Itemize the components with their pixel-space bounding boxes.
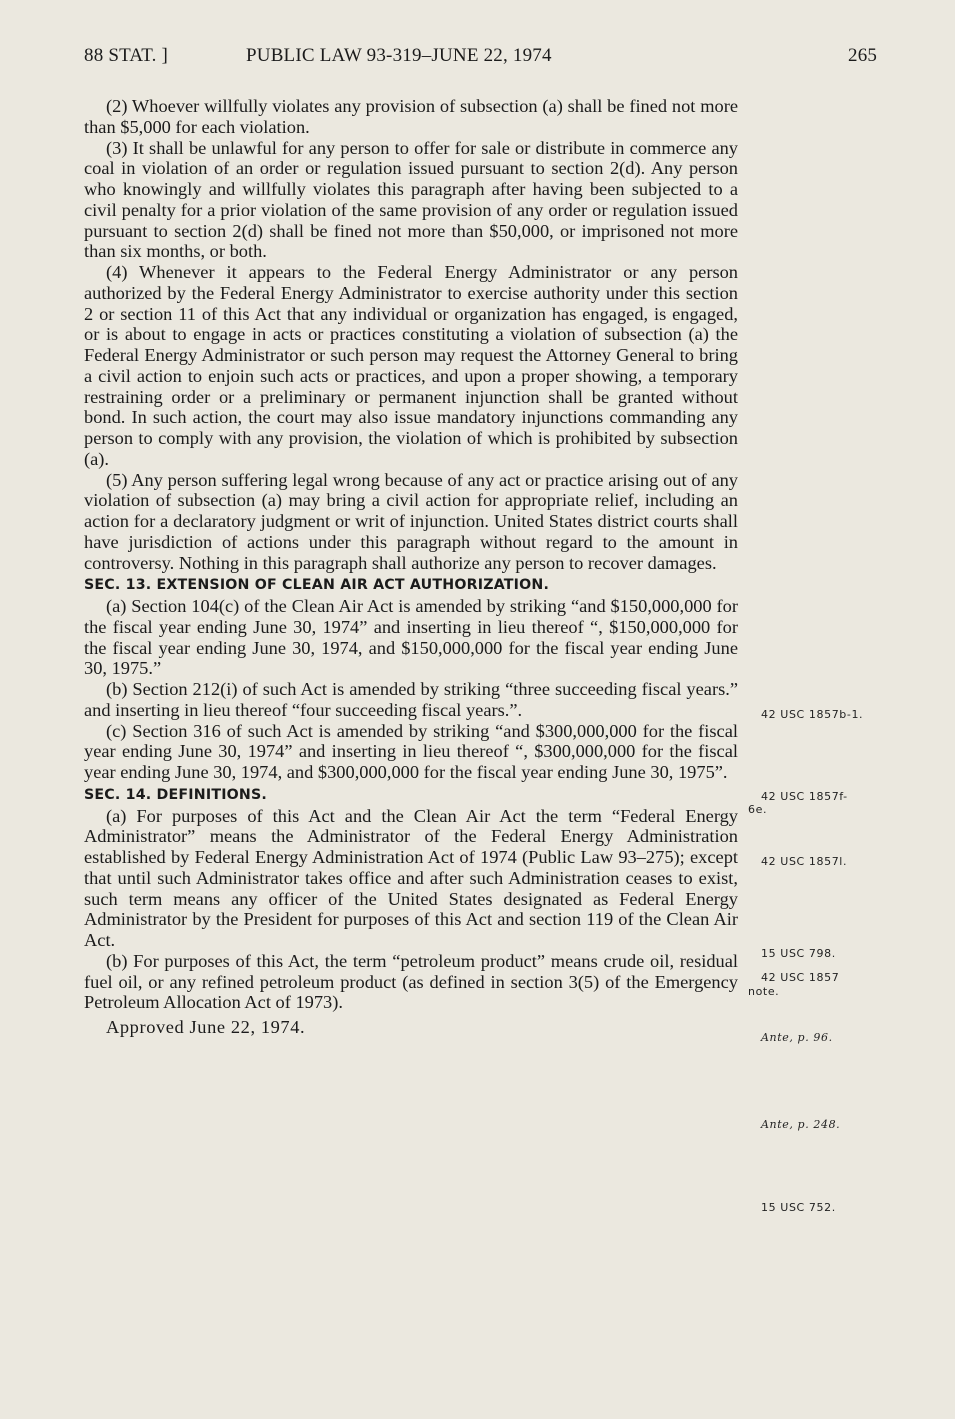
section-13-a: (a) Section 104(c) of the Clean Air Act is amended by striking “and $150,000,000 for the fiscal year ending June 30, 1974” and inserting in lieu thereof “, $150,000,000 for the fiscal year ending June 30, 1974, and $150,000,000 for the fiscal year ending June 30, 1975.” [84,596,738,679]
approval-date: Approved June 22, 1974. [106,1017,306,1037]
section-14-a: (a) For purposes of this Act and the Clean Air Act the term “Federal Energy Administrator” means the Administrator of the Federal Energy Administration established by Federal Energy Administration Act of 1974 (Public Law 93–275); except that until such Administrator takes office and after such Administration ceases to exist, such term means any officer of the United States designated as Federal Energy Administrator by the President for purposes of this Act and section 119 of the Clean Air Act. [84,805,738,950]
paragraph-2: (2) Whoever willfully violates any provision of subsection (a) shall be fined not more than $5,000 for each violation. [84,96,738,137]
margin-citation: Ante, p. 248. [761,1118,841,1131]
margin-citation: 15 USC 752. [761,1201,836,1214]
section-14-b: (b) For purposes of this Act, the term “petroleum product” means crude oil, residual fuel oil, or any refined petroleum product (as defined in section 3(5) of the Emergency Petroleum Allocation Act of 1973). [84,950,738,1013]
section-14-heading: SEC. 14. DEFINITIONS. [84,786,268,803]
paragraph-4: (4) Whenever it appears to the Federal Energy Administrator or any person authorized by the Federal Energy Administrator to exercise authority under this section 2 or section 11 of this Act that any individual or organization has engaged, is engaged, or is about to engage in acts or practices constituting a violation of subsection (a) the Federal Energy Administrator or such person may request the Attorney General to bring a civil action to enjoin such acts or practices, and upon a proper showing, a temporary restraining order or a preliminary or permanent injunction shall be granted without bond. In such action, the court may also issue mandatory injunctions commanding any person to comply with any provision, the violation of which is prohibited by subsection (a). [84,262,738,469]
margin-citation: 42 USC 1857l. [761,855,848,868]
section-13-c: (c) Section 316 of such Act is amended by striking “and $300,000,000 for the fiscal year ending June 30, 1974” and inserting in lieu thereof “, $300,000,000 for the fiscal year ending June 30, 1974, and $300,000,000 for the fiscal year ending June 30, 1975”. [84,720,738,782]
section-13-heading: SEC. 13. EXTENSION OF CLEAN AIR ACT AUTHORIZATION. [84,577,550,594]
statute-volume-label: 88 STAT. ] [84,45,169,66]
running-header-title: PUBLIC LAW 93-319–JUNE 22, 1974 [246,45,552,66]
margin-citation: Ante, p. 96. [761,1031,833,1044]
paragraph-3: (3) It shall be unlawful for any person to offer for sale or distribute in commerce any coal in violation of an order or regulation issued pursuant to section 2(d). Any person who knowingly and willfully violates this paragraph after having been subjected to a civil penalty for a prior violation of the same provision of any order or regulation issued pursuant to section 2(d) shall be fined not more than $50,000, or imprisoned not more than six months, or both. [84,137,738,262]
margin-citation: 15 USC 798. [761,947,836,960]
section-13-b: (b) Section 212(i) of such Act is amended by striking “three succeeding fiscal years.” and inserting in lieu thereof “four succeeding fiscal years.”. [84,679,738,720]
margin-citation: 6e. [748,803,768,816]
paragraph-5: (5) Any person suffering legal wrong because of any act or practice arising out of any violation of subsection (a) may bring a civil action for appropriate relief, including an action for a declaratory judgment or writ of injunction. United States district courts shall have jurisdiction of actions under this paragraph without regard to the amount in controversy. Nothing in this paragraph shall authorize any person to recover damages. [84,469,738,573]
margin-citation: 42 USC 1857 [761,971,840,984]
margin-citation: 42 USC 1857b-1. [761,708,864,721]
page-number: 265 [848,45,878,66]
margin-citation: 42 USC 1857f- [761,790,848,803]
margin-citation: note. [748,985,780,998]
main-text-column [84,96,738,1038]
